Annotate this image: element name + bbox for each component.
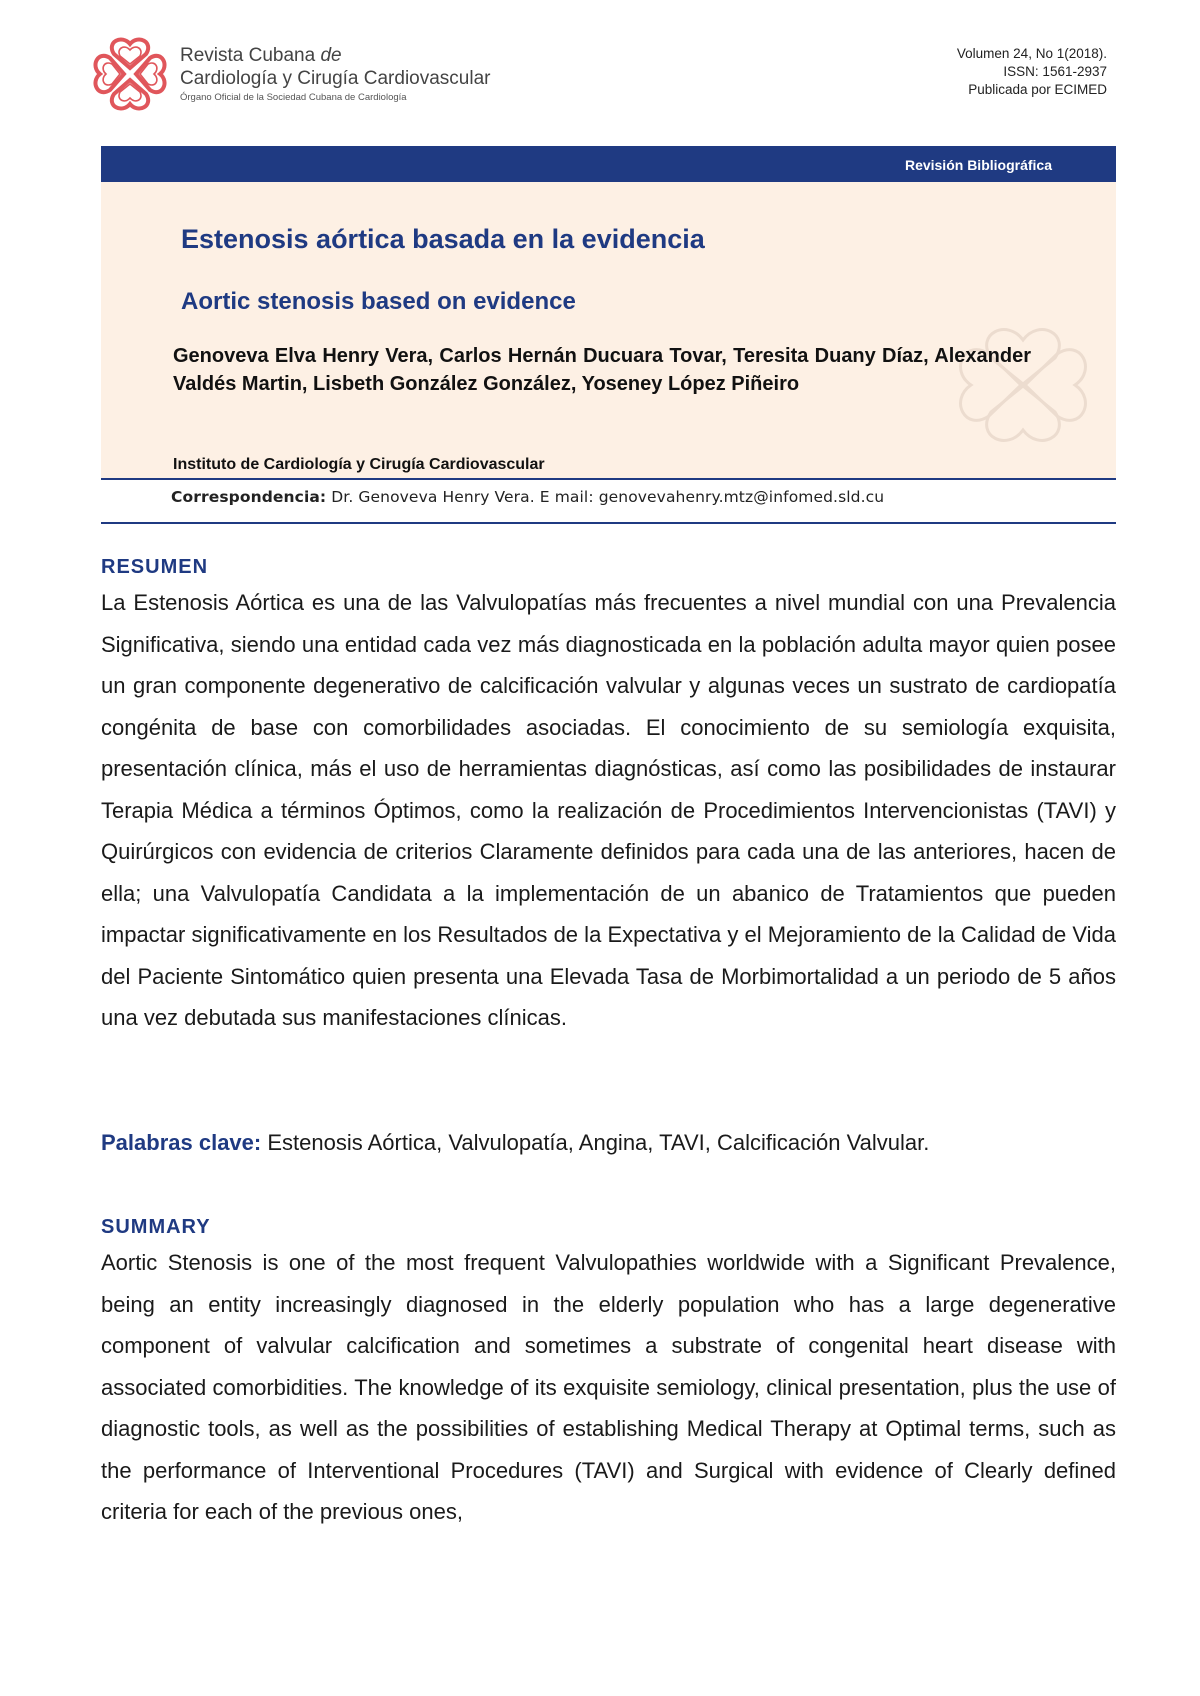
- title-english: Aortic stenosis based on evidence: [181, 288, 576, 315]
- journal-name-line2: Cardiología y Cirugía Cardiovascular: [180, 68, 491, 89]
- journal-masthead: [180, 44, 490, 105]
- article-type-bar: [101, 146, 1116, 182]
- issn-info: ISSN: 1561-2937: [1003, 64, 1107, 79]
- institution: Instituto de Cardiología y Cirugía Cardiovascular: [173, 456, 545, 473]
- correspondence-line: [171, 488, 884, 506]
- divider: [101, 478, 1116, 480]
- journal-name-line1: Revista Cubana de: [180, 45, 342, 66]
- divider: [101, 522, 1116, 524]
- heart-cross-logo-icon: [92, 36, 168, 112]
- title-panel: [101, 182, 1116, 480]
- article-header-box: [101, 146, 1116, 480]
- summary-heading: SUMMARY: [101, 1216, 211, 1238]
- keywords-label: Palabras clave:: [101, 1130, 262, 1155]
- resumen-heading: RESUMEN: [101, 556, 209, 578]
- volume-info: Volumen 24, No 1(2018).: [956, 46, 1107, 61]
- correspondence-text: Dr. Genoveva Henry Vera. E mail: genovevahenry.mtz@infomed.sld.cu: [326, 488, 885, 506]
- keywords-text: Estenosis Aórtica, Valvulopatía, Angina, TAVI, Calcificación Valvular.: [261, 1130, 930, 1155]
- publisher-info: Publicada por ECIMED: [968, 82, 1107, 97]
- author-list: Genoveva Elva Henry Vera, Carlos Hernán Ducuara Tovar, Teresita Duany Díaz, Alexander Valdés Martin, Lisbeth González González, Yoseney López Piñeiro: [173, 345, 1031, 395]
- journal-organization: Órgano Oficial de la Sociedad Cubana de Cardiología: [180, 92, 407, 103]
- title-spanish: Estenosis aórtica basada en la evidencia: [181, 224, 705, 254]
- summary-text: Aortic Stenosis is one of the most frequent Valvulopathies worldwide with a Significant Prevalence, being an entity increasingly diagnosed in the elderly population who has a large degenerative component of valvular calcification and sometimes a substrate of congenital heart disease with associated comorbidities. The knowledge of its exquisite semiology, clinical presentation, plus the use of diagnostic tools, as well as the possibilities of establishing Medical Therapy at Optimal terms, such as the performance of Interventional Procedures (TAVI) and Surgical with evidence of Clearly defined criteria for each of the previous ones,: [101, 1250, 1116, 1524]
- keywords: [101, 1130, 929, 1156]
- resumen-text: La Estenosis Aórtica es una de las Valvulopatías más frecuentes a nivel mundial con una Prevalencia Significativa, siendo una entidad cada vez más diagnosticada en la población adulta mayor quien posee un gran componente degenerativo de calcificación valvular y algunas veces un sustrato de cardiopatía congénita de base con comorbilidades asociadas. El conocimiento de su semiología exquisita, presentación clínica, más el uso de herramientas diagnósticas, así como las posibilidades de instaurar Terapia Médica a términos Óptimos, como la realización de Procedimientos Intervencionistas (TAVI) y Quirúrgicos con evidencia de criterios Claramente definidos para cada una de las anteriores, hacen de ella; una Valvulopatía Candidata a la implementación de un abanico de Tratamientos que pueden impactar significativamente en los Resultados de la Expectativa y el Mejoramiento de la Calidad de Vida del Paciente Sintomático quien presenta una Elevada Tasa de Morbimortalidad a un periodo de 5 años una vez debutada sus manifestaciones clínicas.: [101, 590, 1116, 1030]
- correspondence-label: Correspondencia:: [171, 488, 327, 506]
- publication-meta: [957, 45, 1107, 99]
- article-type-label: Revisión Bibliográfica: [904, 157, 1052, 173]
